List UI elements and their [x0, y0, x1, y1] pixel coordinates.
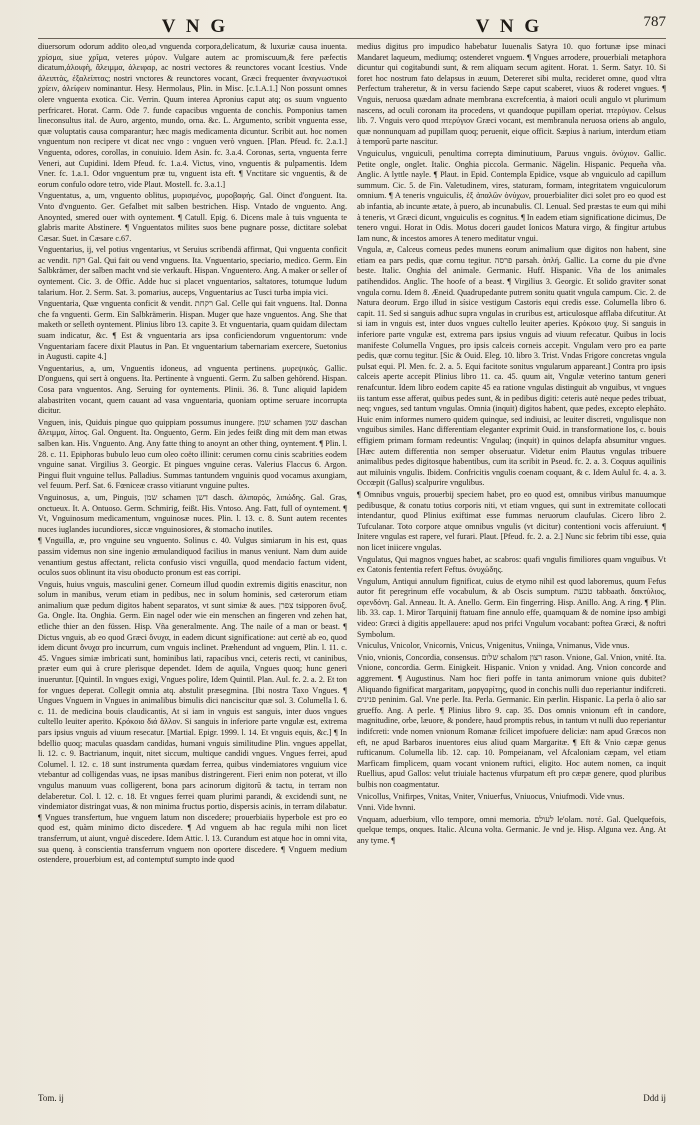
- entry-paragraph: Vnguinosus, a, um, Pinguis, שמן schamen דשן dasch. ἀλιπαρός, λιπώδης. Gal. Gras, onctueux. It. A. Ontuoso. Germ. Schmirig, feißt. His. Vntoso. Ang. Fatt, full of oyntement. ¶ Vt, Vnguinosum medicamentum, vnguinosæ nuces. Plin. l. 13. c. 8. Sunt autem recentes nuces iuglandes iucundiores, siccæ vnguinosiores, & stomacho inutiles.: [38, 492, 347, 534]
- entry-paragraph: Vnni. Vide hvnni.: [357, 803, 416, 813]
- footer-signature: Ddd ij: [643, 1093, 666, 1103]
- entry-paragraph: Vnquam, aduerbium, vllo tempore, omni memoria. לעולם le'olam. ποτέ. Gal. Quelquefois, quelque temps, onques. Italic. Alcuna volta. Germanic. Je vnd je. Hisp. Alguna vez. Ang. At any tyme. ¶: [357, 814, 666, 845]
- entry-paragraph: Vnicollus, Vnifirpes, Vnitas, Vniter, Vniuerfus, Vniuocus, Vniufmodi. Vide vnus.: [357, 791, 625, 801]
- header-left-title: V N G: [161, 16, 229, 37]
- header-center-title: V N G: [475, 16, 543, 37]
- entry-paragraph: Vniculus, Vnicolor, Vnicornis, Vnicus, Vnigenitus, Vniinga, Vnimanus, Vide vnus.: [357, 641, 630, 651]
- page-footer: [38, 1093, 666, 1103]
- right-column: [357, 42, 666, 1094]
- left-column: [38, 42, 347, 1094]
- entry-paragraph: Vngula, æ, Calceus corneus pedes munens eorum animalium quæ digitos non habent, sine etiam ea pars pedis, quæ cornu tegitur. פרסה parsah. ὁπλή. Gallic. La corne du pie d'vne beste. Italic. Onghia del animale. Germanic. Huff. Hispanic. Vña de los animales patihendidos. Anglic. The hoofe of a beast. ¶ Virgilius 3. Georgic. Et solido graviter sonat vngula cornu. Idem 8. Æneid. Quadrupedante putrem sonitu quatit vngula campum. Cic. 2. de Natura deorum. Ergo illud in sísice vestigum Castoris equi credis esse. Columella libro 6. capit. 11. Sed si sanguis adhuc supra vngulas in cruribus est, articulosque afflaba difcutitur. At si iam in vnguis est, inter duos vngues cultello leuiter aperies. Κρόκοιο ψυχ. Si sanguis in inferiore parte vngulæ est, extrema pars ipsius vnguis ad viuum refecatur. Quibus in locis manifeste Columella Vngues, pro ipsis calceis corneis accepit. Vngulam vero pro ea parte pedis, quæ cornu tegitur. [Sic & Ouid. Eleg. 10. libro 3. Trist. Vndas Frigore concretas vngula pulsat equi. Pl. Men. fc. 2. a. 5. Equi facitote sonitus vngularum appareant.] Contra pro ipsis calceis aperte accepit Plinius libro 11. ca. 45. quum ait, Vngulæ veterino tantum generi renafcuntur. Idem libro eodem capite 45 ea ratione vngulas distinguit ab vnguibus, vt vngues iis tantum esse afferat, quibus pedes sunt, & in pedibus digiti: ceteris autè neque pedes tribuat, neq; vngues, sed tantum vngulas. Omnia (inquit) digitos habent, quæ pedes, excepto elephāto. Huic enim informes numero quidem quinque, sed indiuisi, ac leuiter discreti, vngulisque non vnguibus similes. Hanc differentiam eleganter exprimit Ouid. in transformatione Ios, c. bouis effigiem primam formam redeuntis: Vngulaq; (inquit) in quinos delapfa absumitur vngues. [Hæc autem differentia non semper obseruatur. Videtur enim Plautus vngulas tribuere animalibus pedes digitosque habentibus, cum ita scribit in Pseud. fc. 2. a. 3. Coquus aquilinis aut miluinis vngulis. Ibidem. Confricitis vngulis coenam coquant, & c. Idem Aulul fc. 4. a. 3. Occœpit (Gallus) scalpurire vngulibus.: [357, 245, 666, 488]
- entry-paragraph: Vnguentatus, a, um, vnguento oblitus, μυρισμένος, μυροβαφής. Gal. Oinct d'onguent. Ita. Vnto d'vnguento. Ger. Gefalbet mit salben bestrichen. Hisp. Vntado de vnguento. Ang. Anoynted, smered ouer with oyntement. ¶ Catull. Epig. 6. Dicens male à tuis vnguenta te glabris marite Abstinere. ¶ Vnguentatos milites suos bene pugnare posse, dictitare solebat Cæsar. Suet. in Cæsare c.67.: [38, 191, 347, 243]
- entry-paragraph: Vnguentaria, Quæ vnguenta conficit & vendit. רקחת Gal. Celle qui fait vnguens. Ital. Donna che fa vnguenti. Germ. Ein Salbkrämerin. Hispan. Muger que haze vnguentos. Ang. She that maketh or selleth oyntement. Plinius libro 13. capite 3. Et vnguentaria, quam quidam dilectam suam indicatur, &c. ¶ Est & vnguentaria ars ipsa conficiendorum vnguentorum: vnde Vnguentariam facere dixit Plautus in Pan. Et vnguentarium tabernariam exercere, Suetonius in Augusti. capite 4.]: [38, 299, 347, 362]
- text-columns: [38, 42, 666, 1094]
- entry-paragraph: Vnguiculus, vnguiculi, penultima correpta diminutiuum, Paruus vnguis. ὀνύχιον. Gallic. Petite ongle, onglet. Italic. Onghia piccola. Germanic. Nägelin. Hispanic. Pequeña vña. Anglic. A lyttle nayle. ¶ Plaut. in Epid. Contempla Epidice, vsque ab vnguiculo ad capillum summum. Cic. 5. de Fin. Valetudinem, vires, staturam, formam, integritatem vnguiculorum omnium. ¶ A teneris vnguiculis, ἐξ ἁπαλῶν ὀνύχων, prouerbialiter dici solet pro eo quod est ab infantia, ab incunte ætate, à puero, ab incunabulis. Cl. Lenual. Sed præstas te eum qui mihi à teneris, vt Græci dicunt, vnguiculis es cognitus. ¶ In eadem etiam significatione dicimus, De tenero vngui. Horat in Odis. Motus doceri gaudet Ionicos Matura virgo, & fingitur artubus Iam nunc, & incestos amores A tenero meditatur vngui.: [357, 148, 666, 243]
- entry-paragraph: medius digitus pro impudico habebatur Iuuenalis Satyra 10. quo fortunæ ipse minaci Mandaret laqueum, mediumq; ostenderet vnguem. ¶ Vngues arrodere, prouerbiali metaphora dicuntur qui cogitabundi sunt, & rem aliquam secum agitent. Horat. 1. Serm. Satyr. 10. Si foret hoc nostrum fato delapsus in æuum, Detereret sibi multa, recideret omne, quod vltra Perfectum traheretur, & in versu faciendo Sæpe caput scaberet, viuos & roderet vngues. ¶ Vnguis, neruosa quædam adnate membrana excrefcentia, à maiori oculi angulo vt plurimum nascens, ad oculi coronam ita procedens, vt quandoque pupillam operiat. πτερύγιον. Celsus lib. 7. Vnguis vero quod πτερύγιον Græci vocant, est membranula neruosa oriens ab angulo, quæ nonnunquam ad pupillam quoq; peruenit, eique officit. Sæpius à narium, interdum etiam à temporū parte nascitur.: [357, 42, 666, 147]
- entry-paragraph: Vnio, vnionis, Concordia, consensus. שלום schalom רצון rason. Vnione, Gal. Vnion, vnité. Ita. Vnione, concordia. Germ. Einigkeit. Hispanic. Vnion y vnidad. Ang. Vnion concorde and aggrement. ¶ Augustinus. Nam hoc fieri poffe in tanta animorum vnione quis dubitet? Aliquando fignificat margaritam, μαργαρίτης, quod in conchis nulli duo reperiantur indifcreti. פנינים peninim. Gal. Vne perle. Ita. Perla. Germanic. Ein pærlin. Hispanic. La perla ò alio sar grueffo. Ang. A perle. ¶ Plinius libro 9. cap. 35. Dos omnis vnionum eft in candore, magnitudine, orbe, læuore, & pondere, haud promptis rebus, in tantum vt nulli duo reperiantur indifcreti: vnde nomen vnionum Romanæ fcilicet impofuere deliciæ: nam apud Græcos non eft, ne apud Barbaros inuentores eius aliud quam Margaritæ. ¶ Eft & Vnio cæpæ genus rufticanum. Columella lib. 12. cap. 10. Pompeianam, vel Afcaloniam cæpam, vel etiam Marficam fimplicem, quam vocant vnionem ruftici, eligito. Hoc autem nomen, ca inquit Ruellius, apud Gallos: velut triuiale hactenus vfurpatum eft pro cæpæ genere, quod pluribus bulbis non coagmentatur.: [357, 652, 666, 789]
- footer-volume: Tom. ij: [38, 1093, 64, 1103]
- page-number: 787: [643, 14, 666, 30]
- entry-paragraph: ¶ Vnguilla, æ, pro vnguine seu vnguento. Solinus c. 40. Vulgus simiarum in his est, quas passim videmus non sine ingenio æmulandiquod facilius in manus veniunt. Nam dum auide venantium gestus affectant, relicta confusio visci vnguilla, quod mendacio factum vident, oculos suos oblinunt ita visu oboducto pronum est eas corripi.: [38, 536, 347, 578]
- entry-paragraph: diuersorum odorum addito oleo,ad vnguenda corpora,delicatum, & luxuriæ causa inuenta. χρίσμα, siue χρῖμα, veteres μύρον. Vulgare autem ac promiscuum,& fere pæfectis dicatum,ἀλοιφὴ, ἄλειμμα, ἀλειφαρ, ac nostri vectores & reunctores vocant Icestius. Vnde ἀλειπτὰς, ἐξαλείπτας; nostri vnctores & reunctores vocant, Græci frequenter ἀναγνωστικοὶ χρίειν, ἀλείφειν nominantur. Hesy. Hermolaus, Plin. in Misc. [c.1.A.1.] Non possunt omnes olere vnguenta exotica. Cic. Verrin. Quum interea Apronius caput atq; os suum vnguento perfricaret. Horat. Carm. Ode 7. funde capacibus vnguenta de conchis. Pomponius tamen lineconsultus ital. de Auro, argento, mundo, orna. &c. L. Argumento, scribit vnguenta esse, quæ voluptatis causa comparantur; hæc magis medicamenta dicuntur. Scribit aut. hoc nomen vnguentum non recipere vt dicat nec vngo : vnguen verò vnguen. [Plan. Pfeud. fc. 2.a.1.] Vnguenta, odores, corollas, in conuiuio. Idem Asin. fc. 3.a.4. Coronas, serta, vnguenta ferre Veneri, aut Cupidini. Idem Pfeud. fc. 1.a.4. Victus, vino, vnguentis & pulpamentis. Idem Vner. fc. 1.a.1. Odor vnguentum præ tu, vnguent ista eft. ¶ Vnctitare sic vnguentis, & de eorum confulo odore tetro, vide Plaut. Mostell. fc. 3.a.1.]: [38, 42, 347, 189]
- entry-paragraph: Vnguen, inis, Quiduis pingue quo quippiam possumus inungere. שמן schamen שמן daschan ἄλειμμα, λίπος. Gal. Onguent. Ita. Onguento, Germ. Ein jedes feißt ding mit dem man etwas salben kan. His. Vnguento. Ang. Any fatte thing to anoynt an other thing, oyntement. ¶ Plin. l. 28. c. 11. Epiphoras bubulo leuo cum oleo coëto illinit: cerumen cornu cinis scabrities eodem vnguine sanat. Virgilius 3. Georgic. Et pingues vnguine ceras. Valerius Flaccus 6. Argon. Pingui fluit vnguine tellus. Palladius. Summas tantundem vnguinis quod vocamus axungiam, vel feuum. Perf. Sat. 6. Fœniceæ crasso vitiarunt vnguine pultes.: [38, 417, 347, 491]
- entry-paragraph: Vnguentarius, ij, vel potius vngentarius, vt Seruius scribendä affirmat, Qui vnguenta conficit ac vendit. רקח Gal. Qui fait ou vend vnguens. Ita. Vnguentario, speciario, medico. Germ. Ein Salbkrämer, der salben macht vnd sie verkauft. Hispan. Vnguentero. Ang. A maker or seller of oyntement. Cic. 3. de Offic. Adde huc si placet vnguentarios, saltatores, totumque ludum talarium. Hor. 2. Serm. Sat. 3. pomarius, auceps, Vnguentarius ac Tusci turba impia vici.: [38, 245, 347, 297]
- entry-paragraph: Vngulum, Antiqui annulum fignificat, cuius de etymo nihil est quod laboremus, quum Fefus autor fit peregrinum effe vocabulum, & ab Oscis sumptum. טבעת tabbaath. δακτύλιος, σφενδόνη. Gal. Anneau. It. A. Anello. Germ. Ein fingerring. Hisp. Anillo. Ang. A ring. ¶ Plin. lib. 33. cap. 1. Miror Tarquinij ftatuam fine annulo effe, quamquam & de nomine ipso ambigi video: Græci à digitis appellauere: apud nos prifci Vngulum vocabant: poftea Græci, & noftri Symbolum.: [357, 576, 666, 639]
- entry-paragraph: Vnguentarius, a, um, Vnguentis idoneus, ad vnguenta pertinens. μυρεψικός. Gallic. D'onguens, qui sert à onguens. Ita. Pertinente à vnguenti. Germ. Zu salben gehörend. Hispan. Cosa para vnguentos. Ang. Seruing for oyntements. Plinii. 36. 8. Tunc aliquid lapidem alabastriten vocant, quem cauant ad vasa vnguentaria, quoniam optime seruare incorrupta dicitur.: [38, 363, 347, 416]
- entry-paragraph: ¶ Omnibus vnguis, prouerbij speciem habet, pro eo quod est, omnibus viribus manuumque pedibusque, & conatu totius corporis niti, vt etiam vngues, qui sunt in extremitate collocati intendantur, quod Plinius exiftimat esse fummas neruorum claufulas. Cicero libro 2. Tufculanar. Toto corpore atque omnibus vngulis (vt dicitur) contentioni vocis afferuiunt. ¶ Initere vngulas est rapere, vel furari. Plaut. [Pfeud. fc. 2. a. 2.] Nunc sic febrim tibi esse, quia non licet iniicere vngulas.: [357, 489, 666, 552]
- entry-paragraph: Vngulatus, Qui magnos vngues habet, ac scabros: quafi vngulis fimiliores quam vnguibus. Vt ex Catonis fententia refert Feftus. ὀνυχώδης.: [357, 554, 666, 575]
- running-header: [38, 14, 666, 39]
- entry-paragraph: Vnguis, huius vnguis, masculini gener. Corneum illud quodin extremis digitis enascitur, non solum in manibus, verum etiam in pedibus, nec in solum hominis, sed cæterorum etiam animalium quæ pedum digitos habent separatos, vt sunt simiæ & aues. צפרן tsipporen ὄνυξ. Ga. Ongle. Ita. Onghia. Germ. Ein nagel oder wie ein menschen an fingeren vnd zehen hat, etliche thier an den füssen. Hisp. Vña generalmente. Ang. The naile of a man or beast. ¶ Dictus vnguis, ab eo quod Græci ὄνυχα, in eadem dicunt significatione: aut certè ab eo, quod idem dicunt ὄνυχα pro incurrum, cum vnguis inclinet. Præhendunt ad vnguem, Plin. l. 11. c. 45. Vngues simiæ imbricati sunt, hominibus lati, rapacibus vnci, ceteris recti, vt caninibus, præter eum qui à crure plerisque dependet. Idem de aquila, Vngues quoq; hunc generi inueruntur. [Quintil. In vngues exigi, Vngues polire, Idem Quintil. Plan. Aul. fc. 2. a. 2. Et ton for vngues deperat. Collegit omnia atq. abstulit præsegmina. [Ibi nostra Taxo Vngues. ¶ Ungues Vnguem in Vngues in animalibus bimulis dici nanciscitur quæ sol. 3. Columella l. 6. c. 11. de medicina bouis claudicantis, At si iam in vnguis est sanguis, inter duos vngues cultello leuiter aperito. Κρόκοιο διά ἄλλον. Si sanguis in inferiore parte vngulæ est, extrema pars ipsius vnguis ad viuum resecatur. [Martial. Epigr. 1999. l. 14. Et vnguis equis, &c.] ¶ In bdellio quoq; maculas quasdam candidas, humani vnguis similitudine Plin. vngues appellat, li. 12. c. 9. Bactrianum, inquit, nitet siccum, multique candidi vngues. Vngues ferrei, apud Columel. l. 12. c. 18 sunt instrumenta quædam ferrea, quibus vindemiatores vnguium vice vtebantur ad colligendas vuas, ne ipsas manibus distringerent. Fieri enim non poterat, vt illo vngulus manuum vuas colligerent, bona pars acinorum digitorū & tactu, in terram non delaberetur. Col. l. 12. c. 18. Et vngues ferrei quam plurimi parandi, & excidendi sunt, ne vindemiator distringat vuas, & non minima fructus portio, dispersis acinis, in terram dilabatur. ¶ Vngues transfertum, hue vnguem latum non discedere; prouerbiaiis hyperbole est pro eo quod est, quàm minimo dicto discedere. ¶ Ad vnguem ab hac regula mihi non licet transferrum, ut aiunt, vnguè discedere. Idem Attic. l. 13. Curandum est atque hoc in omni vita, sua quenq. à conscientia transferrum vnguem non oportere discedere. ¶ Vnguem medium ostendere, prouerbium est, ad contemptuī sumpto inde quod: [38, 579, 347, 865]
